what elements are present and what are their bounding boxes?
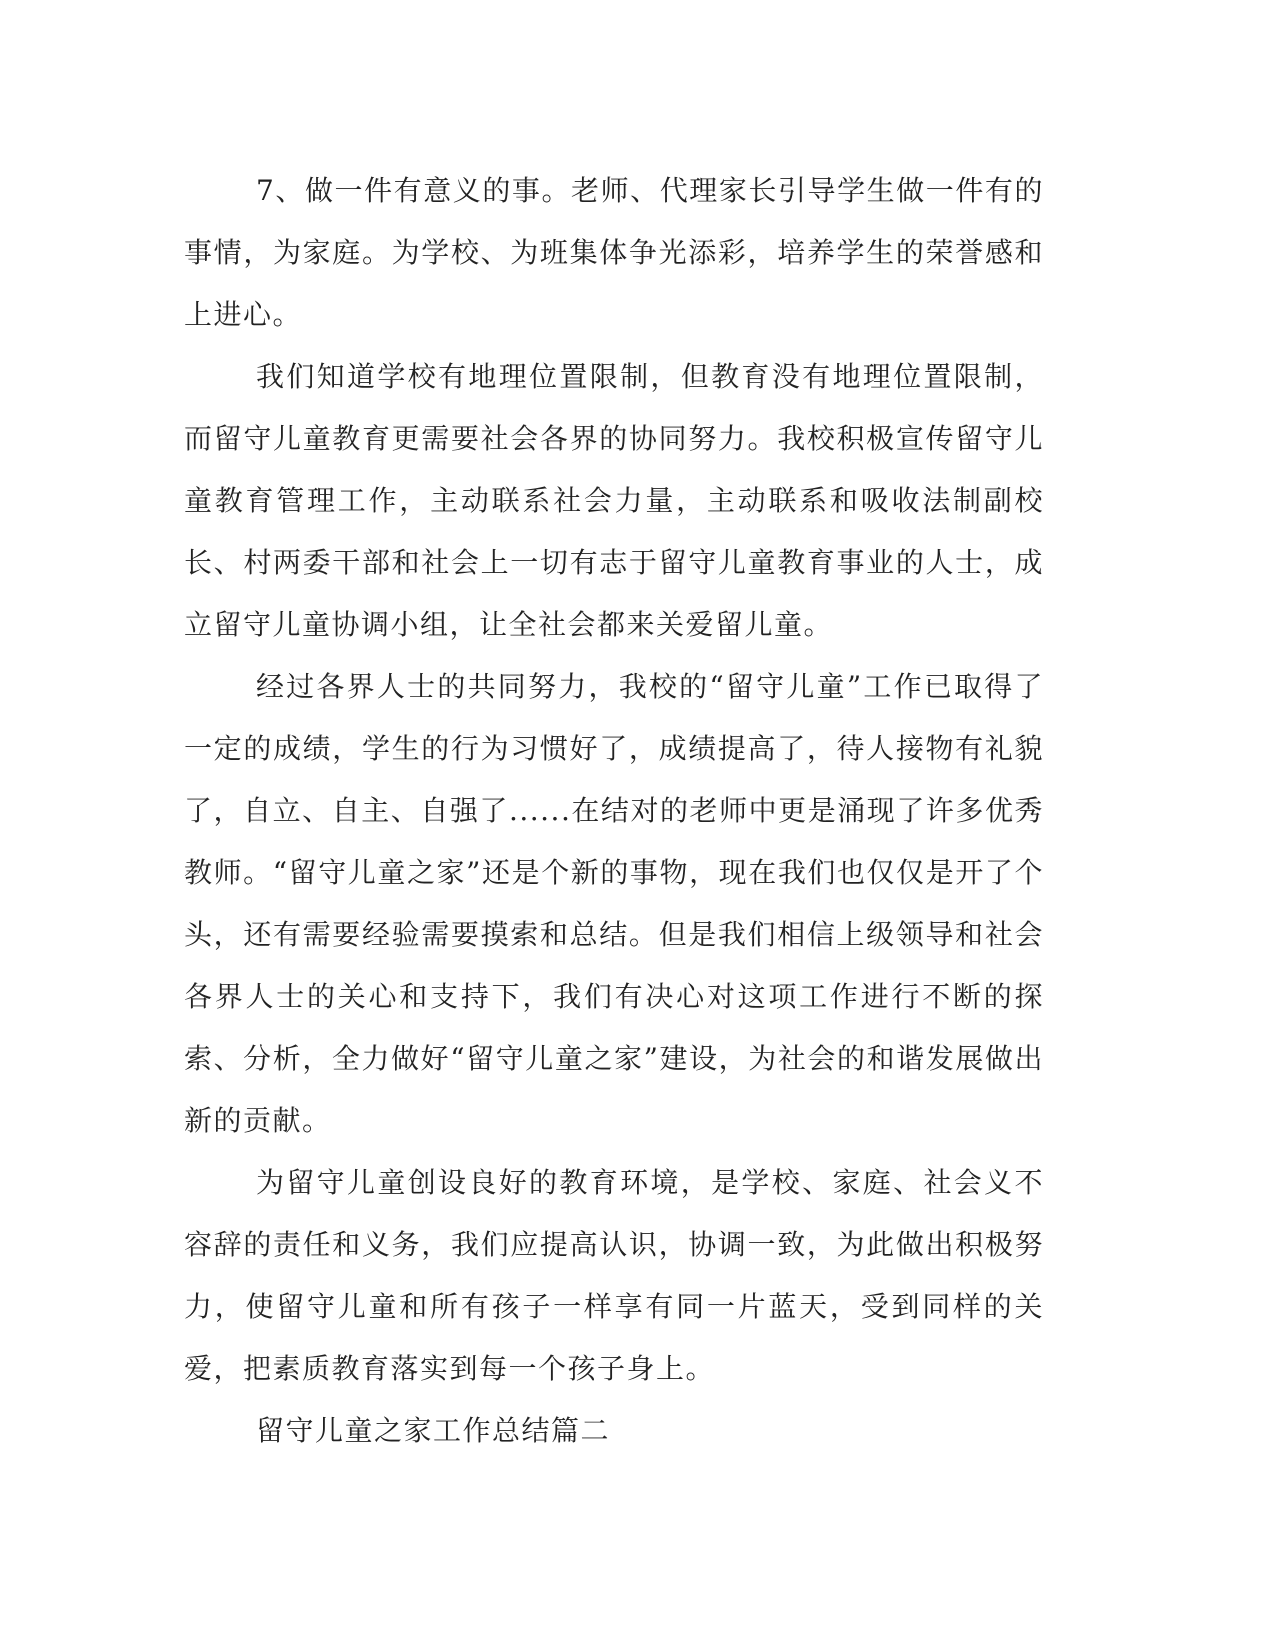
paragraph-item-7: 7、做一件有意义的事。老师、代理家长引导学生做一件有的事情，为家庭。为学校、为班集体争光添彩，培养学生的荣誉感和上进心。 <box>184 174 1044 331</box>
section-heading: 留守儿童之家工作总结篇二 <box>256 1414 611 1447</box>
paragraph-community-cooperation: 我们知道学校有地理位置限制，但教育没有地理位置限制，而留守儿童教育更需要社会各界的协同努力。我校积极宣传留守儿童教育管理工作，主动联系社会力量，主动联系和吸收法制副校长、村两委干部和社会上一切有志于留守儿童教育事业的人士，成立留守儿童协调小组，让全社会都来关爱留儿童。 <box>184 360 1044 641</box>
paragraph-achievements: 经过各界人士的共同努力，我校的“留守儿童”工作已取得了一定的成绩，学生的行为习惯好了，成绩提高了，待人接物有礼貌了，自立、自主、自强了......在结对的老师中更是涌现了许多优秀教师。“留守儿童之家”还是个新的事物，现在我们也仅仅是开了个头，还有需要经验需要摸索和总结。但是我们相信上级领导和社会各界人士的关心和支持下，我们有决心对这项工作进行不断的探索、分析，全力做好“留守儿童之家”建设，为社会的和谐发展做出新的贡献。 <box>184 670 1044 1137</box>
paragraph-conclusion: 为留守儿童创设良好的教育环境，是学校、家庭、社会义不容辞的责任和义务，我们应提高认识，协调一致，为此做出积极努力，使留守儿童和所有孩子一样享有同一片蓝天，受到同样的关爱，把素质教育落实到每一个孩子身上。 <box>184 1166 1044 1385</box>
document-body <box>184 160 1044 1462</box>
